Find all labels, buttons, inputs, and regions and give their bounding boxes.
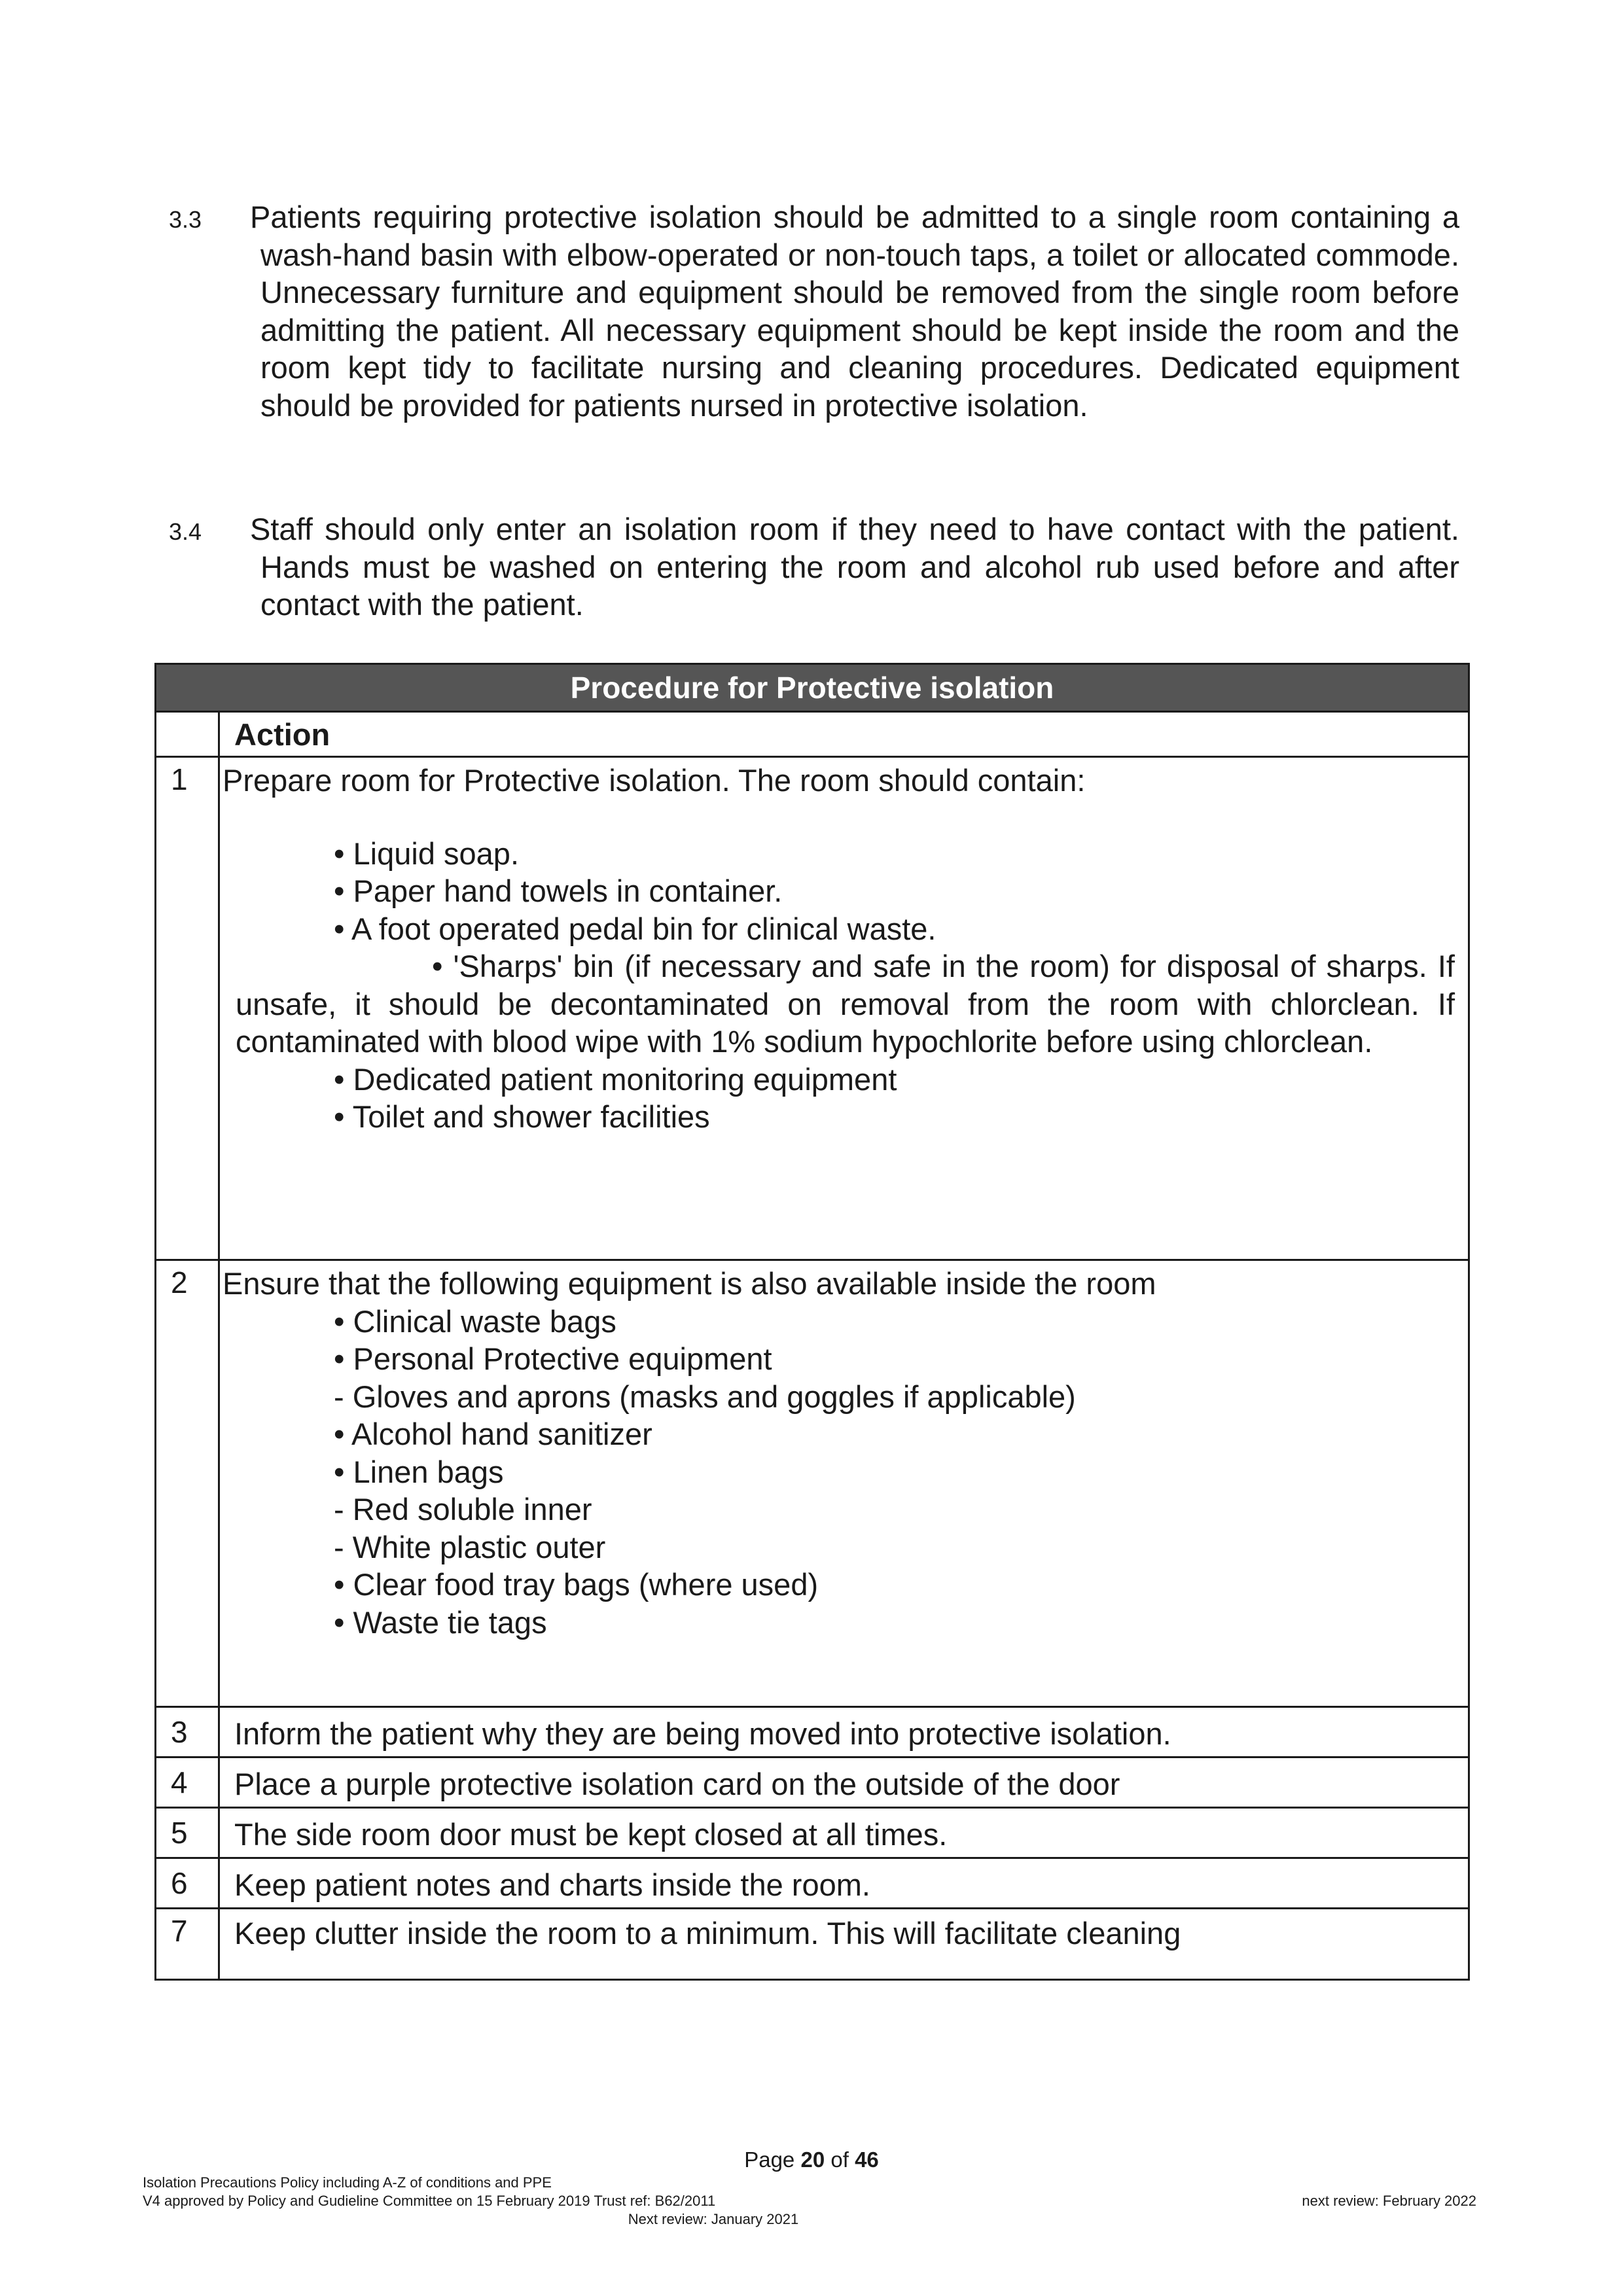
row-number: 5 <box>156 1808 219 1858</box>
list-item <box>223 1453 1455 1491</box>
row-lead-text: Ensure that the following equipment is also available inside the room <box>223 1266 1156 1301</box>
row-content <box>219 757 1469 1260</box>
table-row <box>156 1260 1469 1707</box>
row-number: 3 <box>156 1707 219 1757</box>
footer-doc-title: Isolation Precautions Policy including A-Z of conditions and PPE <box>143 2174 552 2191</box>
list-item-text: Dedicated patient monitoring equipment <box>353 1061 897 1097</box>
list-item <box>223 1340 1455 1378</box>
paragraph-number: 3.4 <box>169 518 202 545</box>
list-item-text: Linen bags <box>353 1454 504 1489</box>
table-row <box>156 1909 1469 1980</box>
list-item-text: White plastic outer <box>352 1529 606 1564</box>
bullet-marker: • <box>334 874 345 908</box>
list-item <box>223 1528 1455 1566</box>
list-item-text: 'Sharps' bin (if necessary and safe in the room) for disposal of sharps. If unsafe, it should be decontaminated on removal from the room with chlorclean. If contaminated with blood wipe with 1% sodium hypochlorite before using chlorclean. <box>236 949 1455 1059</box>
row-text: Keep patient notes and charts inside the room. <box>219 1858 1469 1909</box>
row-number: 6 <box>156 1858 219 1909</box>
dash-marker: - <box>334 1379 344 1414</box>
list-item <box>223 1061 1455 1099</box>
bullet-marker: • <box>334 1341 345 1376</box>
room-contents-list <box>223 835 1455 1136</box>
row-text: Inform the patient why they are being moved into protective isolation. <box>219 1707 1469 1757</box>
bullet-marker: • <box>334 1567 345 1602</box>
list-item-text: Paper hand towels in container. <box>353 874 783 908</box>
list-item-text: Personal Protective equipment <box>353 1341 772 1376</box>
page-of: of <box>830 2147 849 2172</box>
bullet-marker: • <box>334 1604 345 1640</box>
list-item <box>223 1098 1455 1136</box>
bullet-marker: • <box>334 1303 345 1339</box>
bullet-marker: • <box>334 1099 345 1134</box>
bullet-marker: • <box>334 1454 345 1489</box>
row-number: 2 <box>156 1260 219 1707</box>
page-total: 46 <box>855 2147 879 2172</box>
list-item <box>223 1378 1455 1416</box>
bullet-marker: • <box>334 1417 345 1451</box>
list-item-text: Gloves and aprons (masks and goggles if applicable) <box>352 1379 1076 1414</box>
row-lead-text: Prepare room for Protective isolation. The room should contain: <box>223 763 1086 798</box>
list-item <box>223 947 1455 1061</box>
list-item-text: A foot operated pedal bin for clinical waste. <box>351 911 936 946</box>
bullet-marker: • <box>432 949 443 983</box>
list-item-text: Waste tie tags <box>353 1604 547 1640</box>
page-current: 20 <box>800 2147 825 2172</box>
list-item-text: Clinical waste bags <box>353 1303 616 1339</box>
table-title: Procedure for Protective isolation <box>156 664 1469 712</box>
list-item-text: Alcohol hand sanitizer <box>351 1417 652 1451</box>
list-item-text: Toilet and shower facilities <box>352 1099 710 1134</box>
table-row <box>156 1707 1469 1757</box>
list-item <box>223 910 1455 948</box>
bullet-marker: • <box>334 836 345 871</box>
row-text: Place a purple protective isolation card on the outside of the door <box>219 1757 1469 1808</box>
table-row <box>156 1808 1469 1858</box>
list-item <box>223 835 1455 873</box>
paragraph-3-3 <box>169 198 1459 424</box>
list-item <box>223 1415 1455 1453</box>
dash-marker: - <box>334 1492 344 1527</box>
list-item <box>223 1491 1455 1528</box>
page-prefix: Page <box>744 2147 795 2172</box>
list-item-text: Liquid soap. <box>353 836 520 871</box>
paragraph-text: Staff should only enter an isolation room if they need to have contact with the patient. Hands must be washed on entering the room and alcohol rub used before and after contact with the patient. <box>250 512 1459 622</box>
table-corner-cell <box>156 712 219 757</box>
row-text: The side room door must be kept closed at all times. <box>219 1808 1469 1858</box>
table-row <box>156 1858 1469 1909</box>
page-number <box>0 2147 1623 2172</box>
row-content <box>219 1260 1469 1707</box>
list-item <box>223 872 1455 910</box>
footer-approval: V4 approved by Policy and Gudieline Committee on 15 February 2019 Trust ref: B62/2011 <box>143 2193 716 2209</box>
row-number: 7 <box>156 1909 219 1980</box>
table-row <box>156 757 1469 1260</box>
list-item <box>223 1303 1455 1341</box>
list-item <box>223 1566 1455 1604</box>
footer-next-review-right: next review: February 2022 <box>1302 2193 1476 2209</box>
action-header: Action <box>219 712 1469 757</box>
table-row <box>156 1757 1469 1808</box>
bullet-marker: • <box>334 1061 345 1097</box>
equipment-list <box>223 1303 1455 1642</box>
procedure-table <box>154 663 1470 1981</box>
row-text: Keep clutter inside the room to a minimum. This will facilitate cleaning <box>219 1909 1469 1980</box>
row-number: 1 <box>156 757 219 1260</box>
list-item-text: Red soluble inner <box>352 1492 592 1527</box>
bullet-marker: • <box>334 911 345 946</box>
footer-next-review: Next review: January 2021 <box>628 2211 799 2227</box>
paragraph-text: Patients requiring protective isolation should be admitted to a single room containing a wash-hand basin with elbow-operated or non-touch taps, a toilet or allocated commode. Unnecessary furniture and equipment should be removed from the single room before admitting the patient. All necessary equipment should be kept inside the room and the room kept tidy to facilitate nursing and cleaning procedures. Dedicated equipment should be provided for patients nursed in protective isolation. <box>250 200 1459 423</box>
list-item-text: Clear food tray bags (where used) <box>353 1567 819 1602</box>
list-item <box>223 1604 1455 1642</box>
paragraph-3-4 <box>169 510 1459 624</box>
paragraph-number: 3.3 <box>169 206 202 233</box>
row-number: 4 <box>156 1757 219 1808</box>
dash-marker: - <box>334 1529 344 1564</box>
